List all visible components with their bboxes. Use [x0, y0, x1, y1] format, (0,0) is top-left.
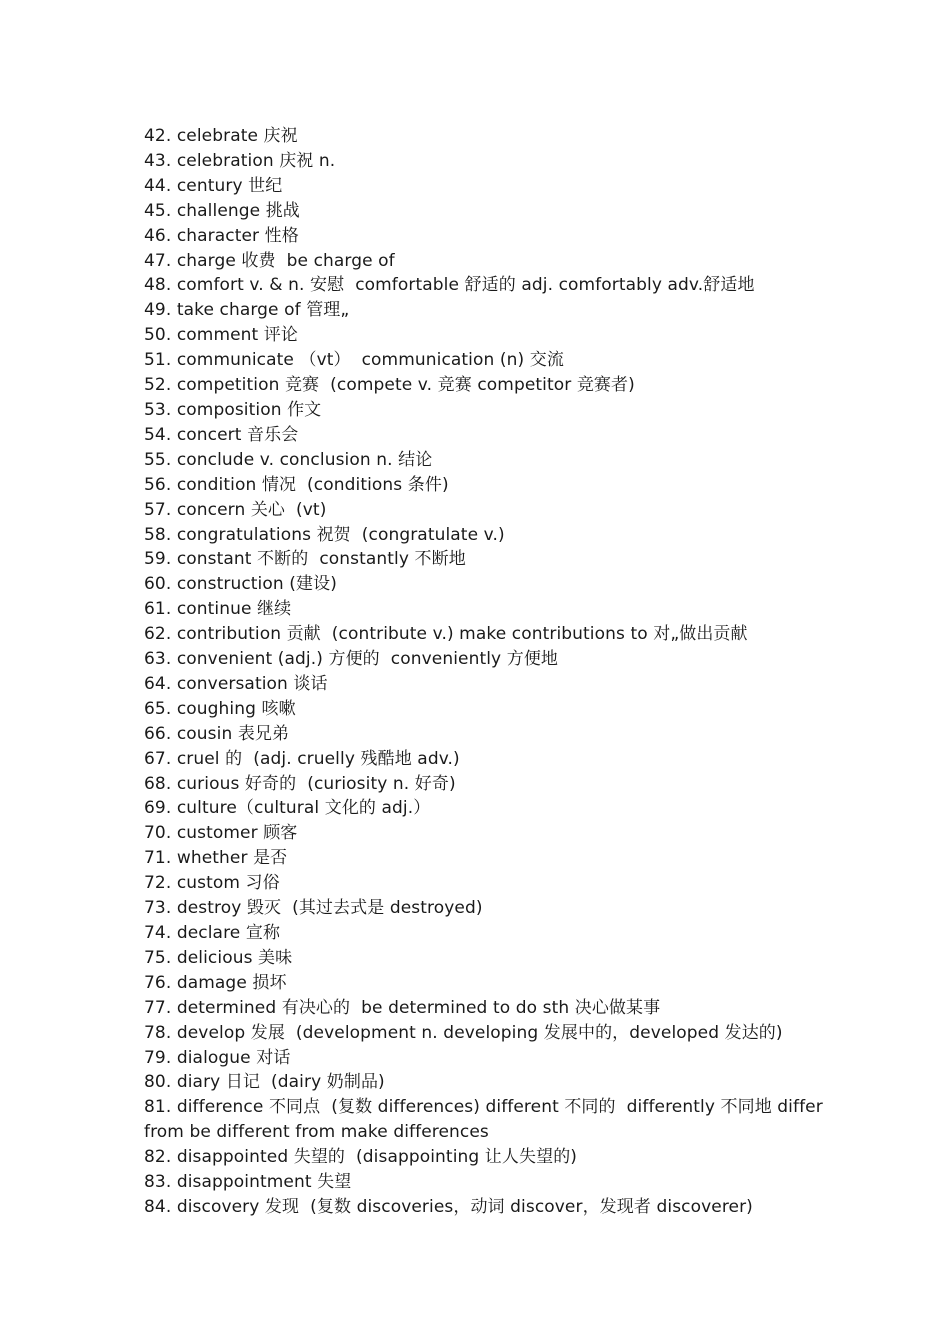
- list-item: 43. celebration 庆祝 n.: [144, 150, 336, 171]
- list-item: 57. concern 关心 (vt): [144, 499, 327, 520]
- list-item: 53. composition 作文: [144, 399, 322, 420]
- list-item: 52. competition 竞赛 (compete v. 竞赛 competitor 竞赛者): [144, 375, 635, 396]
- list-item: 76. damage 损坏: [144, 972, 287, 993]
- list-item: 72. custom 习俗: [144, 873, 280, 894]
- list-item: 58. congratulations 祝贺 (congratulate v.): [144, 524, 505, 545]
- list-item: 63. convenient (adj.) 方便的 conveniently 方便地: [144, 649, 559, 670]
- list-item: 61. continue 继续: [144, 599, 292, 620]
- list-item: 62. contribution 贡献 (contribute v.) make contributions to 对„做出贡献: [144, 624, 748, 645]
- list-item: 44. century 世纪: [144, 175, 283, 196]
- list-item: 47. charge 收费 be charge of: [144, 250, 395, 271]
- list-item: 55. conclude v. conclusion n. 结论: [144, 449, 433, 470]
- list-item: 77. determined 有决心的 be determined to do sth 决心做某事: [144, 997, 661, 1018]
- list-item: 66. cousin 表兄弟: [144, 723, 290, 744]
- list-item: 45. challenge 挑战: [144, 200, 300, 221]
- list-item: 81. difference 不同点 (复数 differences) different 不同的 differently 不同地 differ from be different from make differences: [144, 1097, 829, 1143]
- list-item: 84. discovery 发现 (复数 discoveries，动词 discover，发现者 discoverer): [144, 1196, 753, 1217]
- list-item: 80. diary 日记 (dairy 奶制品): [144, 1072, 385, 1093]
- list-item: 51. communicate （vt） communication (n) 交流: [144, 350, 564, 371]
- vocabulary-list: [144, 124, 829, 1220]
- list-item: 73. destroy 毁灭 (其过去式是 destroyed): [144, 898, 483, 919]
- list-item: 65. coughing 咳嗽: [144, 698, 296, 719]
- list-item: 82. disappointed 失望的 (disappointing 让人失望的): [144, 1147, 578, 1168]
- list-item: 42. celebrate 庆祝: [144, 126, 298, 146]
- list-item: 50. comment 评论: [144, 325, 299, 346]
- list-item: 83. disappointment 失望: [144, 1172, 352, 1193]
- list-item: 60. construction (建设): [144, 574, 337, 595]
- list-item: 78. develop 发展 (development n. developing 发展中的，developed 发达的): [144, 1022, 783, 1043]
- list-item: 67. cruel 的 (adj. cruelly 残酷地 adv.): [144, 748, 460, 769]
- list-item: 48. comfort v. & n. 安慰 comfortable 舒适的 adj. comfortably adv.舒适地: [144, 275, 755, 296]
- list-item: 69. culture（cultural 文化的 adj.）: [144, 798, 431, 819]
- list-item: 54. concert 音乐会: [144, 424, 299, 445]
- list-item: 59. constant 不断的 constantly 不断地: [144, 549, 466, 570]
- list-item: 75. delicious 美味: [144, 947, 293, 968]
- list-item: 56. condition 情况 (conditions 条件): [144, 474, 449, 495]
- list-item: 71. whether 是否: [144, 848, 288, 869]
- list-item: 74. declare 宣称: [144, 923, 281, 943]
- list-item: 64. conversation 谈话: [144, 673, 328, 694]
- list-item: 70. customer 顾客: [144, 823, 298, 844]
- list-item: 46. character 性格: [144, 225, 299, 246]
- list-item: 49. take charge of 管理„: [144, 300, 350, 321]
- list-item: 68. curious 好奇的 (curiosity n. 好奇): [144, 773, 456, 794]
- list-item: 79. dialogue 对话: [144, 1047, 291, 1068]
